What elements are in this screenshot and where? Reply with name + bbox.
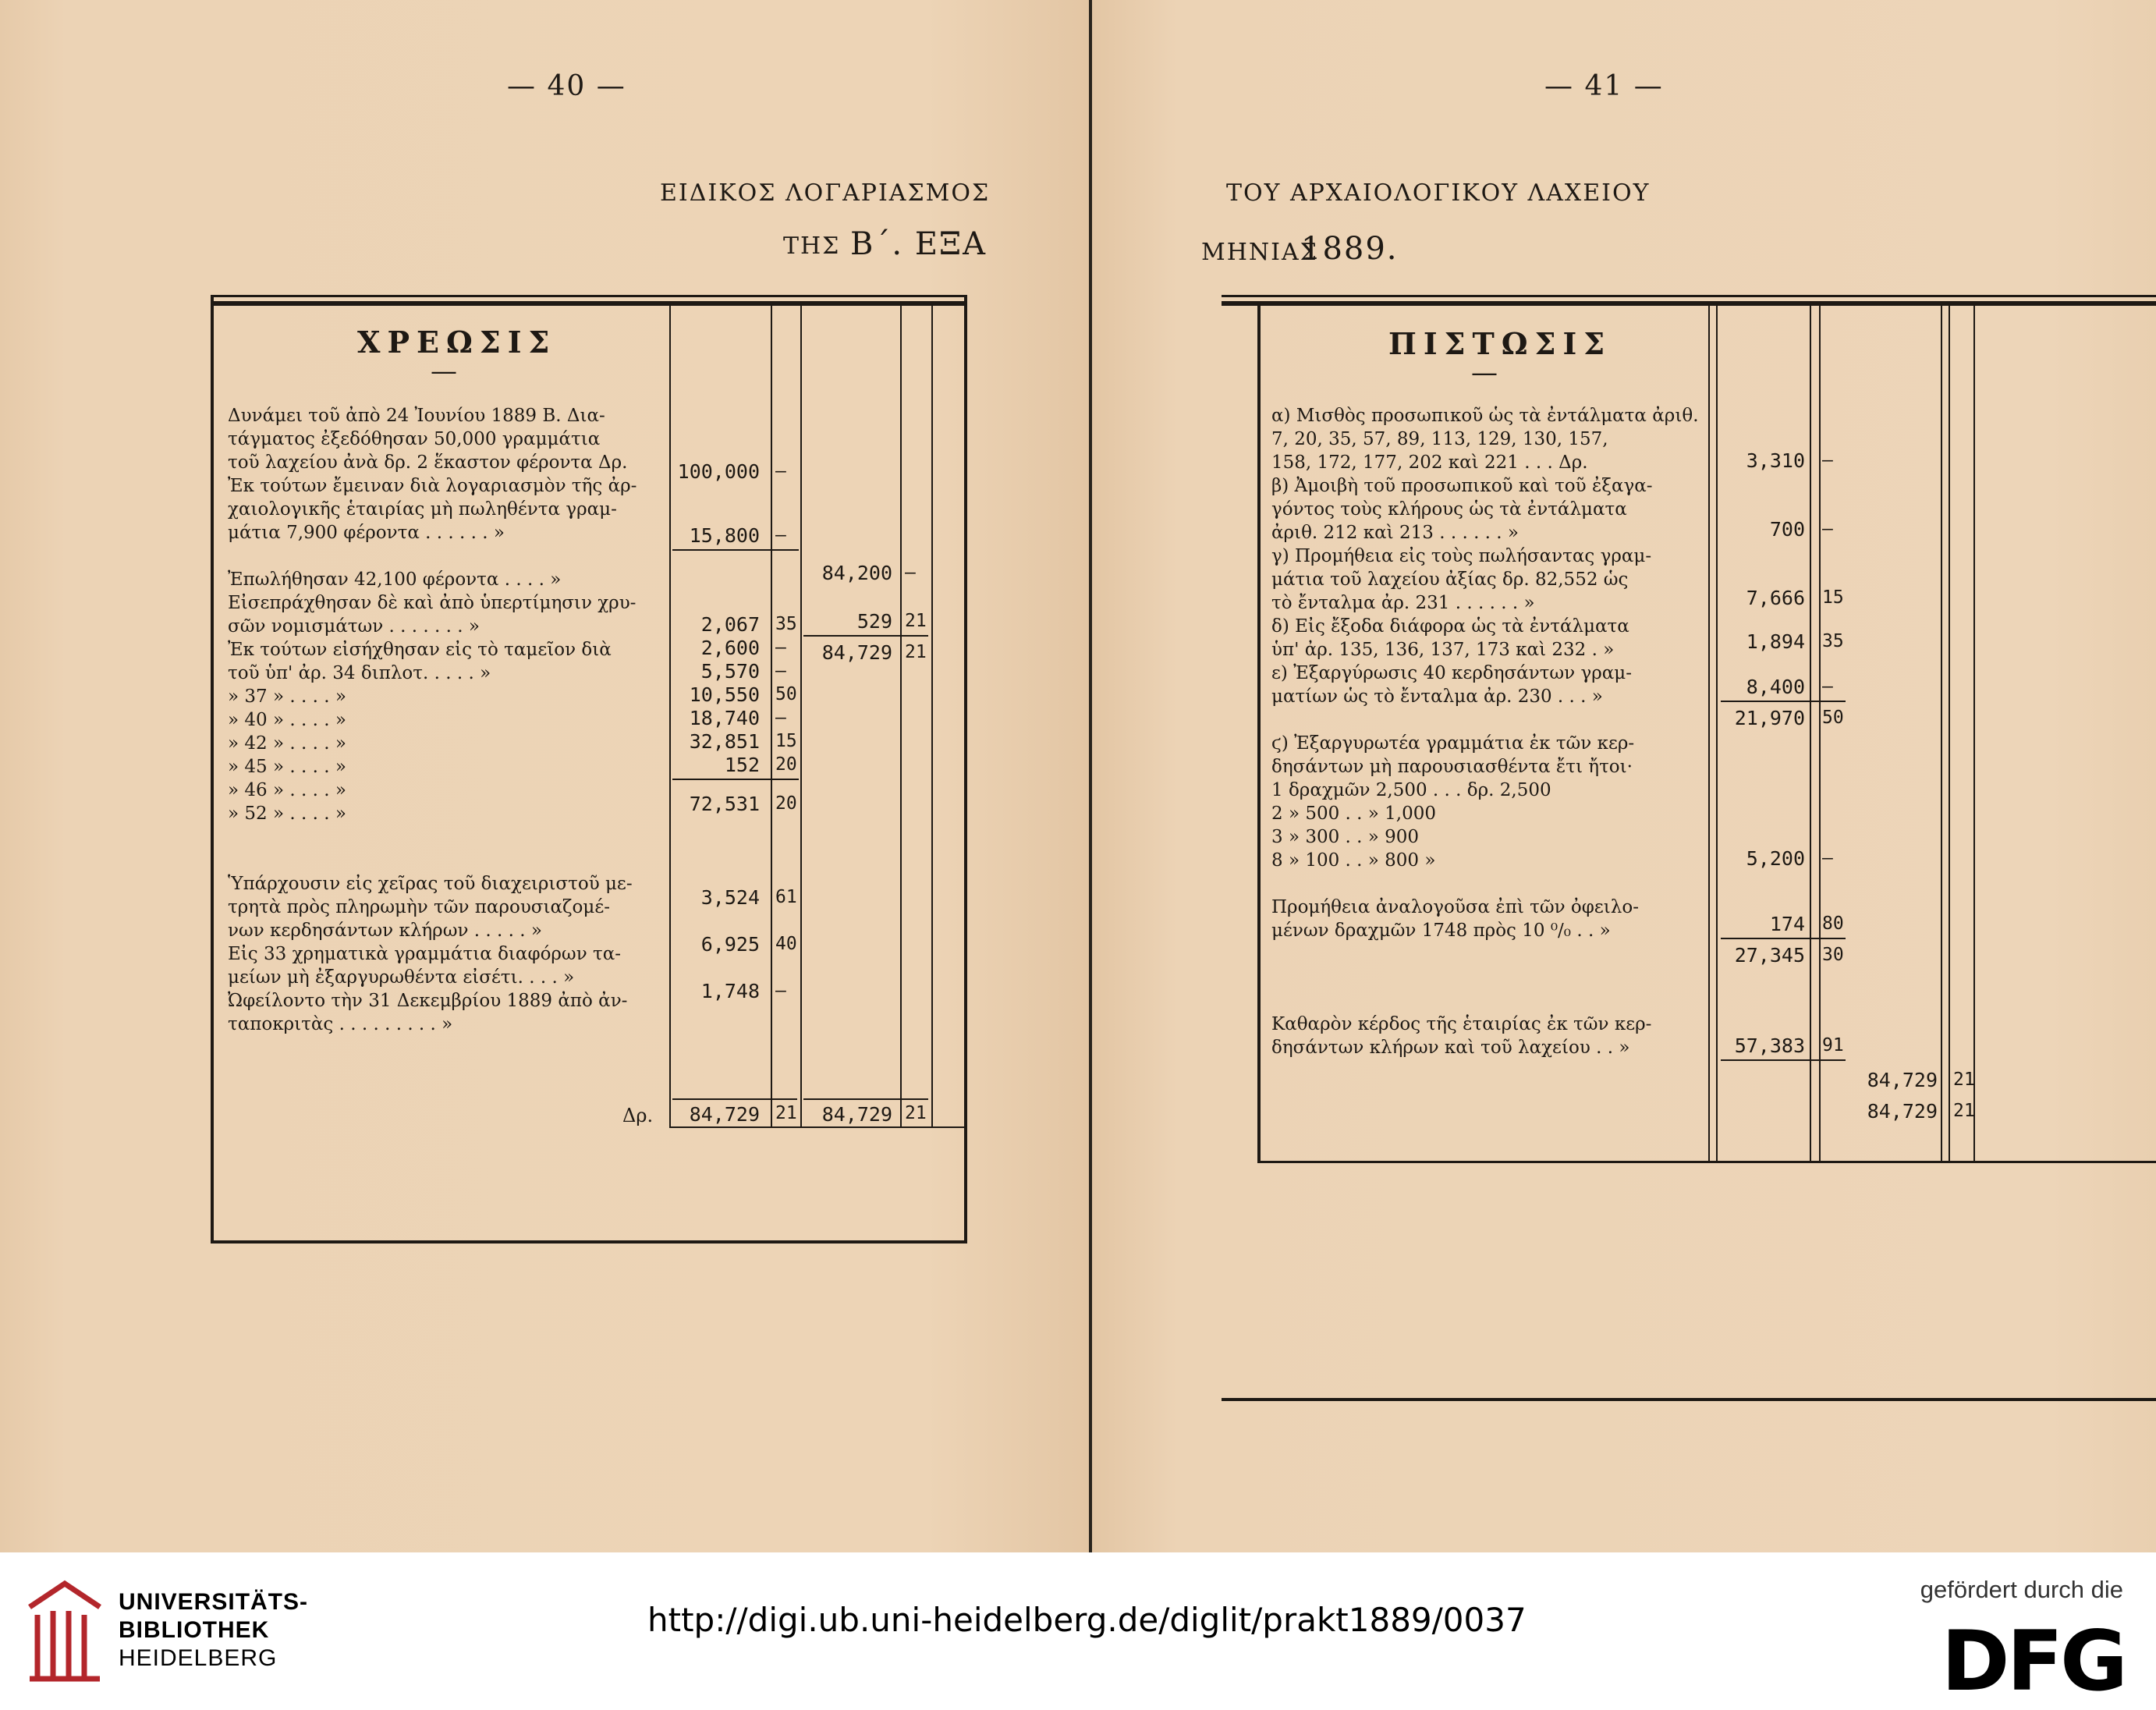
credit-entries [1271, 404, 1699, 1059]
entry-line: Δυνάμει τοῦ ἀπὸ 24 Ἰουνίου 1889 Β. Δια- [228, 406, 605, 426]
entry-line: Ἐκ τούτων εἰσήχθησαν εἰς τὸ ταμεῖον διὰ [228, 640, 612, 660]
entry-line [228, 545, 637, 568]
entry-line: σῶν νομισμάτων . . . . . . . » [228, 616, 480, 637]
amount-cents: — [775, 708, 786, 728]
entry-line [1271, 989, 1699, 1013]
amount-value: 700 [1769, 518, 1805, 541]
table-row-rule [1257, 1161, 2156, 1163]
amount-value: 1,748 [700, 980, 760, 1002]
funded-by-label: gefördert durch die [1920, 1576, 2123, 1603]
amount-value: 84,729 [1867, 1069, 1938, 1091]
entry-line: α) Μισθὸς προσωπικοῦ ὡς τὰ ἐντάλματα ἀριθ. [1271, 406, 1699, 426]
entry-line: ὑπ' ἀρ. 135, 136, 137, 173 καὶ 232 . » [1271, 640, 1615, 660]
entry-line: τὸ ἔνταλμα ἀρ. 231 . . . . . . » [1271, 593, 1535, 613]
amount-value: 18,740 [689, 707, 760, 729]
amount-value: 84,729 [1867, 1100, 1938, 1123]
column-divider [931, 306, 933, 1126]
table-top-rule [1222, 295, 2156, 297]
amount-cents: — [775, 525, 786, 545]
page-heading-sub-a: ΜΗΝΙΑΣ [1201, 239, 1318, 266]
entry-line [1271, 872, 1699, 896]
amount-value: 72,531 [689, 793, 760, 815]
entry-line: » 40 » . . . . » [228, 710, 346, 730]
page-heading-sub-b: 1889. [1301, 231, 1399, 267]
amount-value: 27,345 [1734, 944, 1805, 967]
amount-value: 529 [856, 610, 892, 633]
entry-line: Ὑπάρχουσιν εἰς χεῖρας τοῦ διαχειριστοῦ με- [228, 874, 633, 894]
amount-value: 152 [724, 754, 760, 776]
subtotal-rule [672, 549, 799, 551]
total-label: Δρ. [622, 1105, 654, 1126]
amount-value: 32,851 [689, 730, 760, 753]
amount-cents: 20 [775, 754, 797, 775]
entry-line: μείων μὴ ἐξαργυρωθέντα εἰσέτι. . . . » [228, 967, 575, 988]
entry-line: » 45 » . . . . » [228, 757, 346, 777]
library-name-line: UNIVERSITÄTS- [119, 1589, 309, 1615]
amount-value: 84,729 [821, 641, 892, 664]
total-rule [672, 1098, 797, 1100]
dfg-logo: DFG [1941, 1613, 2125, 1709]
grand-total-cents: 21 [775, 1103, 797, 1123]
total-rule [803, 1098, 928, 1100]
column-divider [1708, 306, 1710, 1161]
left-page [0, 0, 1089, 1552]
amount-cents: — [1822, 676, 1833, 697]
entry-line: μάτια τοῦ λαχείου ἀξίας δρ. 82,552 ὡς [1271, 569, 1629, 590]
entry-line: 1 δραχμῶν 2,500 . . . δρ. 2,500 [1271, 780, 1551, 800]
amount-cents: 40 [775, 934, 797, 954]
entry-line: Καθαρὸν κέρδος τῆς ἑταιρίας ἐκ τῶν κερ- [1271, 1014, 1652, 1034]
amount-value: 15,800 [689, 524, 760, 547]
amount-cents: 20 [775, 793, 797, 814]
table-title: ΧΡΕΩΣΙΣ [357, 325, 557, 360]
amount-value: 57,383 [1734, 1034, 1805, 1057]
entry-line: δ) Εἰς ἔξοδα διάφορα ὡς τὰ ἐντάλματα [1271, 616, 1629, 637]
page-heading-sub-b: Β΄. ΕΞΑ [850, 226, 988, 262]
column-divider [1819, 306, 1821, 1161]
table-bottom-rule [211, 1240, 967, 1243]
amount-value: 3,524 [700, 886, 760, 909]
amount-cents: 50 [775, 684, 797, 704]
entry-line: » 37 » . . . . » [228, 686, 346, 707]
amount-value: 21,970 [1734, 707, 1805, 729]
entry-line: δησάντων κλήρων καὶ τοῦ λαχείου . . » [1271, 1038, 1630, 1058]
amount-cents: 21 [905, 611, 927, 631]
subtotal-rule [1721, 938, 1846, 939]
table-border [1257, 306, 1261, 1161]
grand-total-amount: 84,729 [821, 1103, 892, 1126]
entry-line: ταποκριτὰς . . . . . . . . . » [228, 1014, 453, 1034]
amount-cents: 21 [1953, 1070, 1975, 1090]
entry-line: χαιολογικῆς ἑταιρίας μὴ πωληθέντα γραμ- [228, 499, 617, 520]
table-title: ΠΙΣΤΩΣΙΣ [1388, 326, 1612, 361]
amount-value: 8,400 [1746, 676, 1805, 698]
entry-line: τάγματος ἐξεδόθησαν 50,000 γραμμάτια [228, 429, 601, 449]
entry-line [228, 825, 637, 849]
amount-value: 6,925 [700, 933, 760, 956]
entry-line: μένων δραχμῶν 1748 πρὸς 10 ⁰/₀ . . » [1271, 921, 1611, 941]
amount-cents: 91 [1822, 1035, 1844, 1055]
grand-total-amount: 84,729 [689, 1103, 760, 1126]
entry-line: 8 » 100 . . » 800 » [1271, 850, 1436, 871]
subtotal-rule [1721, 701, 1846, 702]
entry-line: 2 » 500 . . » 1,000 [1271, 804, 1437, 824]
debit-entries [228, 404, 637, 1036]
amount-cents: — [775, 637, 786, 658]
column-divider [800, 306, 802, 1126]
entry-line: 7, 20, 35, 57, 89, 113, 129, 130, 157, [1271, 429, 1608, 449]
amount-value: 2,600 [700, 637, 760, 659]
entry-line [228, 849, 637, 872]
column-divider [669, 306, 671, 1126]
entry-line: Προμήθεια ἀναλογοῦσα ἐπὶ τῶν ὀφειλο- [1271, 897, 1640, 917]
entry-line: ϛ) Ἐξαργυρωτέα γραμμάτια ἐκ τῶν κερ- [1271, 733, 1635, 754]
title-dash: — [431, 356, 457, 387]
amount-cents: 30 [1822, 945, 1844, 965]
right-page [1092, 0, 2156, 1552]
subtotal-rule [1721, 1059, 1846, 1061]
amount-cents: — [775, 981, 786, 1001]
column-divider [1973, 306, 1975, 1161]
amount-cents: 15 [1822, 587, 1844, 608]
entry-line: γόντος τοὺς κλήρους ὡς τὰ ἐντάλματα [1271, 499, 1627, 520]
entry-line [1271, 942, 1699, 966]
entry-line: νων κερδησάντων κλήρων . . . . . » [228, 921, 542, 941]
amount-value: 7,666 [1746, 587, 1805, 609]
source-url-link[interactable]: http://digi.ub.uni-heidelberg.de/diglit/prakt1889/0037 [647, 1601, 1527, 1639]
subtotal-rule [803, 635, 928, 637]
amount-cents: — [1822, 848, 1833, 868]
column-divider [1716, 306, 1718, 1161]
table-top-rule [211, 295, 967, 297]
amount-value: 5,570 [700, 660, 760, 683]
entry-line: Εἰσεπράχθησαν δὲ καὶ ἀπὸ ὑπερτίμησιν χρυ- [228, 593, 637, 613]
entry-line: τοῦ λαχείου ἀνὰ δρ. 2 ἕκαστον φέροντα Δρ. [228, 452, 628, 473]
table-border [211, 296, 214, 1243]
amount-value: 1,894 [1746, 630, 1805, 653]
amount-cents: 35 [775, 614, 797, 634]
column-divider [900, 306, 902, 1126]
entry-line: 3 » 300 . . » 900 [1271, 827, 1420, 847]
entry-line [1271, 966, 1699, 989]
subtotal-rule [672, 779, 799, 780]
amount-cents: 61 [775, 887, 797, 907]
column-divider [1810, 306, 1811, 1161]
amount-value: 174 [1769, 913, 1805, 935]
entry-line: ἀριθ. 212 καὶ 213 . . . . . . » [1271, 523, 1519, 543]
entry-line: 158, 172, 177, 202 καὶ 221 . . . Δρ. [1271, 452, 1588, 473]
page-heading: ΕΙΔΙΚΟΣ ΛΟΓΑΡΙΑΣΜΟΣ [660, 179, 991, 207]
amount-value: 5,200 [1746, 847, 1805, 870]
entry-line: δησάντων μὴ παρουσιασθέντα ἔτι ἤτοι· [1271, 757, 1633, 777]
table-bottom-rule [1222, 1398, 2156, 1401]
amount-cents: — [775, 661, 786, 681]
table-row-rule [669, 1126, 966, 1128]
page-number: — 40 — [507, 70, 626, 102]
table-border [964, 296, 967, 1243]
table-top-rule [1222, 301, 2156, 306]
amount-value: 3,310 [1746, 449, 1805, 472]
page-number: — 41 — [1544, 70, 1664, 102]
page-heading-sub-a: ΤΗΣ [783, 232, 841, 260]
library-name-line: HEIDELBERG [119, 1645, 278, 1671]
entry-line: » 46 » . . . . » [228, 780, 346, 800]
entry-line: τρητὰ πρὸς πληρωμὴν τῶν παρουσιαζομέ- [228, 897, 611, 917]
amount-value: 2,067 [700, 613, 760, 636]
library-name [119, 1588, 308, 1673]
page-heading: ΤΟΥ ΑΡΧΑΙΟΛΟΓΙΚΟΥ ΛΑΧΕΙΟΥ [1226, 179, 1651, 207]
entry-line: » 42 » . . . . » [228, 733, 346, 754]
amount-cents: 50 [1822, 708, 1844, 728]
grand-total-cents: 21 [905, 1103, 927, 1123]
entry-line: Εἰς 33 χρηματικὰ γραμμάτια διαφόρων τα- [228, 944, 622, 964]
entry-line [1271, 708, 1699, 732]
title-dash: — [1471, 357, 1498, 388]
amount-cents: 15 [775, 731, 797, 751]
entry-line: μάτια 7,900 φέροντα . . . . . . » [228, 523, 505, 543]
amount-cents: — [775, 461, 786, 481]
amount-value: 100,000 [677, 460, 760, 483]
library-name-line: BIBLIOTHEK [119, 1617, 270, 1643]
amount-value: 10,550 [689, 683, 760, 706]
amount-cents: 35 [1822, 631, 1844, 651]
entry-line: γ) Προμήθεια εἰς τοὺς πωλήσαντας γραμ- [1271, 546, 1652, 566]
amount-cents: — [905, 562, 916, 583]
entry-line: β) Ἀμοιβὴ τοῦ προσωπικοῦ καὶ τοῦ ἐξαγα- [1271, 476, 1653, 496]
entry-line: ματίων ὡς τὸ ἔνταλμα ἀρ. 230 . . . » [1271, 686, 1603, 707]
amount-cents: — [1822, 519, 1833, 539]
library-logo-icon [22, 1576, 108, 1685]
column-divider [1941, 306, 1942, 1161]
footer-bar [0, 1552, 2156, 1710]
column-divider [1949, 306, 1950, 1161]
column-divider [771, 306, 772, 1126]
entry-line: Ὠφείλοντο τὴν 31 Δεκεμβρίου 1889 ἀπὸ ἀν- [228, 991, 628, 1011]
table-top-rule [211, 301, 967, 306]
amount-cents: — [1822, 450, 1833, 470]
entry-line: τοῦ ὑπ' ἀρ. 34 διπλοτ. . . . . » [228, 663, 491, 683]
amount-cents: 21 [905, 642, 927, 662]
entry-line: ε) Ἐξαργύρωσις 40 κερδησάντων γραμ- [1271, 663, 1632, 683]
amount-cents: 80 [1822, 914, 1844, 934]
entry-line: » 52 » . . . . » [228, 804, 346, 824]
amount-cents: 21 [1953, 1101, 1975, 1121]
entry-line: Ἐπωλήθησαν 42,100 φέροντα . . . . » [228, 569, 562, 590]
entry-line: Ἐκ τούτων ἔμειναν διὰ λογαριασμὸν τῆς ἀρ- [228, 476, 637, 496]
amount-value: 84,200 [821, 562, 892, 584]
